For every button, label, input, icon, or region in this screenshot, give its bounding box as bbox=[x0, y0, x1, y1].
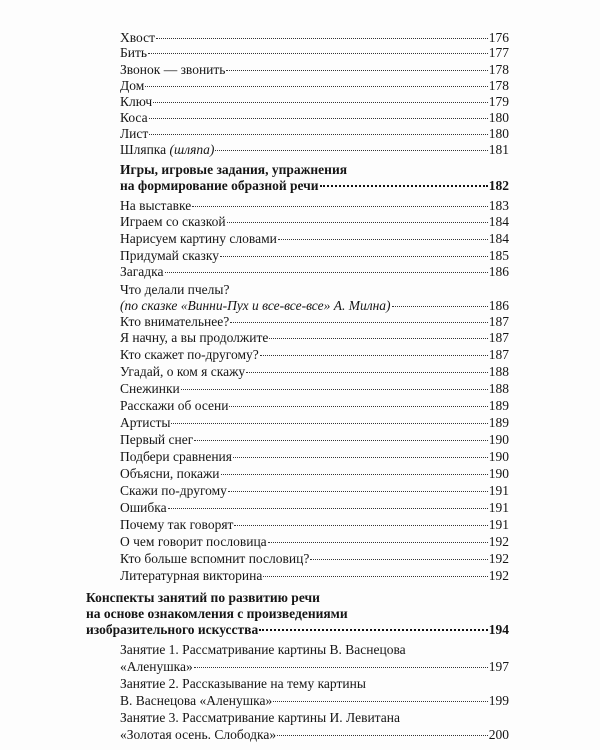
toc-entry-page: 181 bbox=[488, 142, 509, 157]
leader-dots bbox=[392, 306, 488, 307]
toc-entry-title: Подбери сравнения bbox=[120, 449, 232, 464]
leader-dots bbox=[226, 70, 487, 71]
leader-dots bbox=[230, 322, 488, 323]
toc-entry-page: 187 bbox=[488, 330, 509, 345]
leader-dots bbox=[227, 222, 488, 223]
leader-dots bbox=[277, 735, 488, 736]
leader-dots bbox=[259, 629, 488, 631]
toc-entry-title: «Золотая осень. Слободка» bbox=[120, 727, 277, 742]
toc-entry-page: 179 bbox=[488, 94, 509, 109]
toc-entry-page: 189 bbox=[488, 415, 509, 430]
toc-entry-page: 178 bbox=[488, 78, 509, 93]
toc-entry bbox=[120, 381, 509, 397]
toc-entry-title: Литературная викторина bbox=[120, 568, 263, 583]
toc-entry bbox=[120, 432, 509, 448]
toc-entry-title: Скажи по-другому bbox=[120, 483, 227, 498]
toc-entry-page: 188 bbox=[488, 364, 509, 379]
leader-dots bbox=[171, 423, 487, 424]
toc-entry bbox=[120, 500, 509, 516]
section-heading-title: изобразительного искусства bbox=[86, 622, 259, 637]
toc-entry-page: 192 bbox=[488, 551, 509, 566]
toc-entry-page: 200 bbox=[488, 727, 509, 742]
toc-entry bbox=[120, 347, 509, 363]
toc-entry bbox=[120, 126, 509, 142]
lesson-title: Занятие 2. Рассказывание на тему картины bbox=[120, 676, 366, 691]
leader-dots bbox=[221, 474, 488, 475]
lesson-title: Занятие 3. Рассматривание картины И. Левитана bbox=[120, 710, 400, 725]
toc-entry-page: 192 bbox=[488, 534, 509, 549]
leader-dots bbox=[168, 508, 488, 509]
toc-entry bbox=[120, 364, 509, 380]
leader-dots bbox=[233, 457, 488, 458]
toc-entry-title: Что делали пчелы? bbox=[120, 282, 230, 297]
section-heading-title: на формирование образной речи bbox=[120, 178, 319, 193]
toc-entry-page: 183 bbox=[488, 198, 509, 213]
toc-entry-title: Я начну, а вы продолжите bbox=[120, 330, 269, 345]
leader-dots bbox=[320, 185, 488, 187]
leader-dots bbox=[194, 667, 488, 668]
leader-dots bbox=[181, 389, 488, 390]
toc-entry-page: 184 bbox=[488, 231, 509, 246]
toc-entry bbox=[120, 142, 509, 158]
toc-entry-title: Шляпка (шляпа) bbox=[120, 142, 215, 157]
toc-entry-title: Угадай, о ком я скажу bbox=[120, 364, 246, 379]
toc-entry-title: Ключ bbox=[120, 94, 153, 109]
lesson-title: Занятие 1. Рассматривание картины В. Васнецова bbox=[120, 642, 406, 657]
leader-dots bbox=[234, 525, 487, 526]
toc-entry-title: Кто больше вспомнит пословиц? bbox=[120, 551, 310, 566]
leader-dots bbox=[165, 272, 488, 273]
leader-dots bbox=[149, 134, 487, 135]
toc-entry bbox=[120, 94, 509, 110]
toc-entry bbox=[120, 62, 509, 78]
toc-entry bbox=[120, 45, 509, 61]
leader-dots bbox=[268, 542, 488, 543]
toc-entry-title: В. Васнецова «Аленушка» bbox=[120, 693, 273, 708]
toc-entry-title: Почему так говорят bbox=[120, 517, 234, 532]
toc-entry-title: Загадка bbox=[120, 264, 164, 279]
leader-dots bbox=[228, 491, 488, 492]
toc-entry-page: 197 bbox=[488, 659, 509, 674]
toc-entry-page: 178 bbox=[488, 62, 509, 77]
toc-entry bbox=[120, 298, 509, 314]
toc-entry-page: 191 bbox=[488, 500, 509, 515]
toc-entry-title: Играем со сказкой bbox=[120, 214, 226, 229]
toc-entry-page: 184 bbox=[488, 214, 509, 229]
toc-entry bbox=[120, 110, 509, 126]
toc-entry bbox=[120, 214, 509, 230]
toc-entry-page: 180 bbox=[488, 110, 509, 125]
leader-dots bbox=[149, 118, 488, 119]
leader-dots bbox=[145, 86, 488, 87]
toc-entry bbox=[120, 483, 509, 499]
leader-dots bbox=[153, 102, 488, 103]
toc-entry bbox=[120, 517, 509, 533]
toc-entry-title: Кто скажет по-другому? bbox=[120, 347, 259, 362]
toc-entry-page: 177 bbox=[488, 45, 509, 60]
leader-dots bbox=[156, 38, 488, 39]
leader-dots bbox=[148, 53, 488, 54]
toc-entry-title: Кто внимательнее? bbox=[120, 314, 230, 329]
toc-entry-title: Нарисуем картину словами bbox=[120, 231, 277, 246]
toc-entry-page: 187 bbox=[488, 314, 509, 329]
section-heading-page: 194 bbox=[488, 622, 509, 637]
toc-entry-subtitle: (по сказке «Винни-Пух и все-все-все» А. Милна) bbox=[120, 298, 391, 313]
leader-dots bbox=[220, 256, 488, 257]
leader-dots bbox=[273, 701, 488, 702]
toc-entry bbox=[120, 78, 509, 94]
leader-dots bbox=[278, 239, 488, 240]
toc-entry bbox=[120, 466, 509, 482]
section-heading-entry bbox=[86, 622, 509, 638]
toc-entry bbox=[120, 551, 509, 567]
toc-entry bbox=[120, 231, 509, 247]
section-heading: Конспекты занятий по развитию речи bbox=[86, 590, 320, 605]
leader-dots bbox=[260, 355, 488, 356]
toc-entry-page: 192 bbox=[488, 568, 509, 583]
toc-entry-page: 176 bbox=[488, 30, 509, 45]
toc-entry-page: 199 bbox=[488, 693, 509, 708]
toc-entry bbox=[120, 398, 509, 414]
toc-entry-title: Расскажи об осени bbox=[120, 398, 229, 413]
section-heading-page: 182 bbox=[488, 178, 509, 193]
toc-entry-page: 189 bbox=[488, 398, 509, 413]
leader-dots bbox=[215, 150, 487, 151]
toc-entry bbox=[120, 314, 509, 330]
leader-dots bbox=[192, 206, 488, 207]
section-heading: Игры, игровые задания, упражнения bbox=[120, 162, 348, 177]
toc-entry-page: 191 bbox=[488, 517, 509, 532]
toc-entry bbox=[120, 659, 509, 675]
leader-dots bbox=[263, 576, 487, 577]
toc-entry bbox=[120, 198, 509, 214]
section-heading-entry bbox=[120, 178, 509, 194]
toc-entry bbox=[120, 248, 509, 264]
toc-entry bbox=[120, 727, 509, 743]
toc-entry bbox=[120, 449, 509, 465]
toc-entry-title: Звонок — звонить bbox=[120, 62, 226, 77]
toc-entry bbox=[120, 415, 509, 431]
toc-entry-page: 190 bbox=[488, 466, 509, 481]
toc-entry-title: «Аленушка» bbox=[120, 659, 193, 674]
toc-entry-title: Артисты bbox=[120, 415, 171, 430]
toc-entry-page: 187 bbox=[488, 347, 509, 362]
section-heading: на основе ознакомления с произведениями bbox=[86, 606, 348, 621]
leader-dots bbox=[246, 372, 488, 373]
toc-entry-title: Дом bbox=[120, 78, 145, 93]
toc-entry bbox=[120, 693, 509, 709]
toc-entry bbox=[120, 568, 509, 584]
toc-entry-title: Ошибка bbox=[120, 500, 167, 515]
toc-entry-page: 190 bbox=[488, 432, 509, 447]
toc-entry-title: О чем говорит пословица bbox=[120, 534, 267, 549]
toc-entry-title: На выставке bbox=[120, 198, 192, 213]
toc-entry-title: Объясни, покажи bbox=[120, 466, 220, 481]
toc-entry bbox=[120, 534, 509, 550]
toc-entry-page: 190 bbox=[488, 449, 509, 464]
leader-dots bbox=[269, 338, 487, 339]
toc-entry-title: Коса bbox=[120, 110, 148, 125]
toc-entry-page: 185 bbox=[488, 248, 509, 263]
toc-entry-page: 188 bbox=[488, 381, 509, 396]
leader-dots bbox=[229, 406, 487, 407]
toc-entry-page: 191 bbox=[488, 483, 509, 498]
toc-entry-title: Снежинки bbox=[120, 381, 180, 396]
leader-dots bbox=[194, 440, 487, 441]
leader-dots bbox=[310, 559, 487, 560]
toc-entry bbox=[120, 330, 509, 346]
toc-entry-title: Бить bbox=[120, 45, 148, 60]
toc-entry-title: Придумай сказку bbox=[120, 248, 219, 263]
toc-entry bbox=[120, 264, 509, 280]
toc-entry-title: Лист bbox=[120, 126, 149, 141]
toc-entry bbox=[120, 30, 509, 46]
toc-entry-title: Хвост bbox=[120, 30, 156, 45]
toc-entry-page: 186 bbox=[488, 298, 509, 313]
toc-entry-title: Первый снег bbox=[120, 432, 194, 447]
toc-entry-page: 180 bbox=[488, 126, 509, 141]
toc-entry-page: 186 bbox=[488, 264, 509, 279]
